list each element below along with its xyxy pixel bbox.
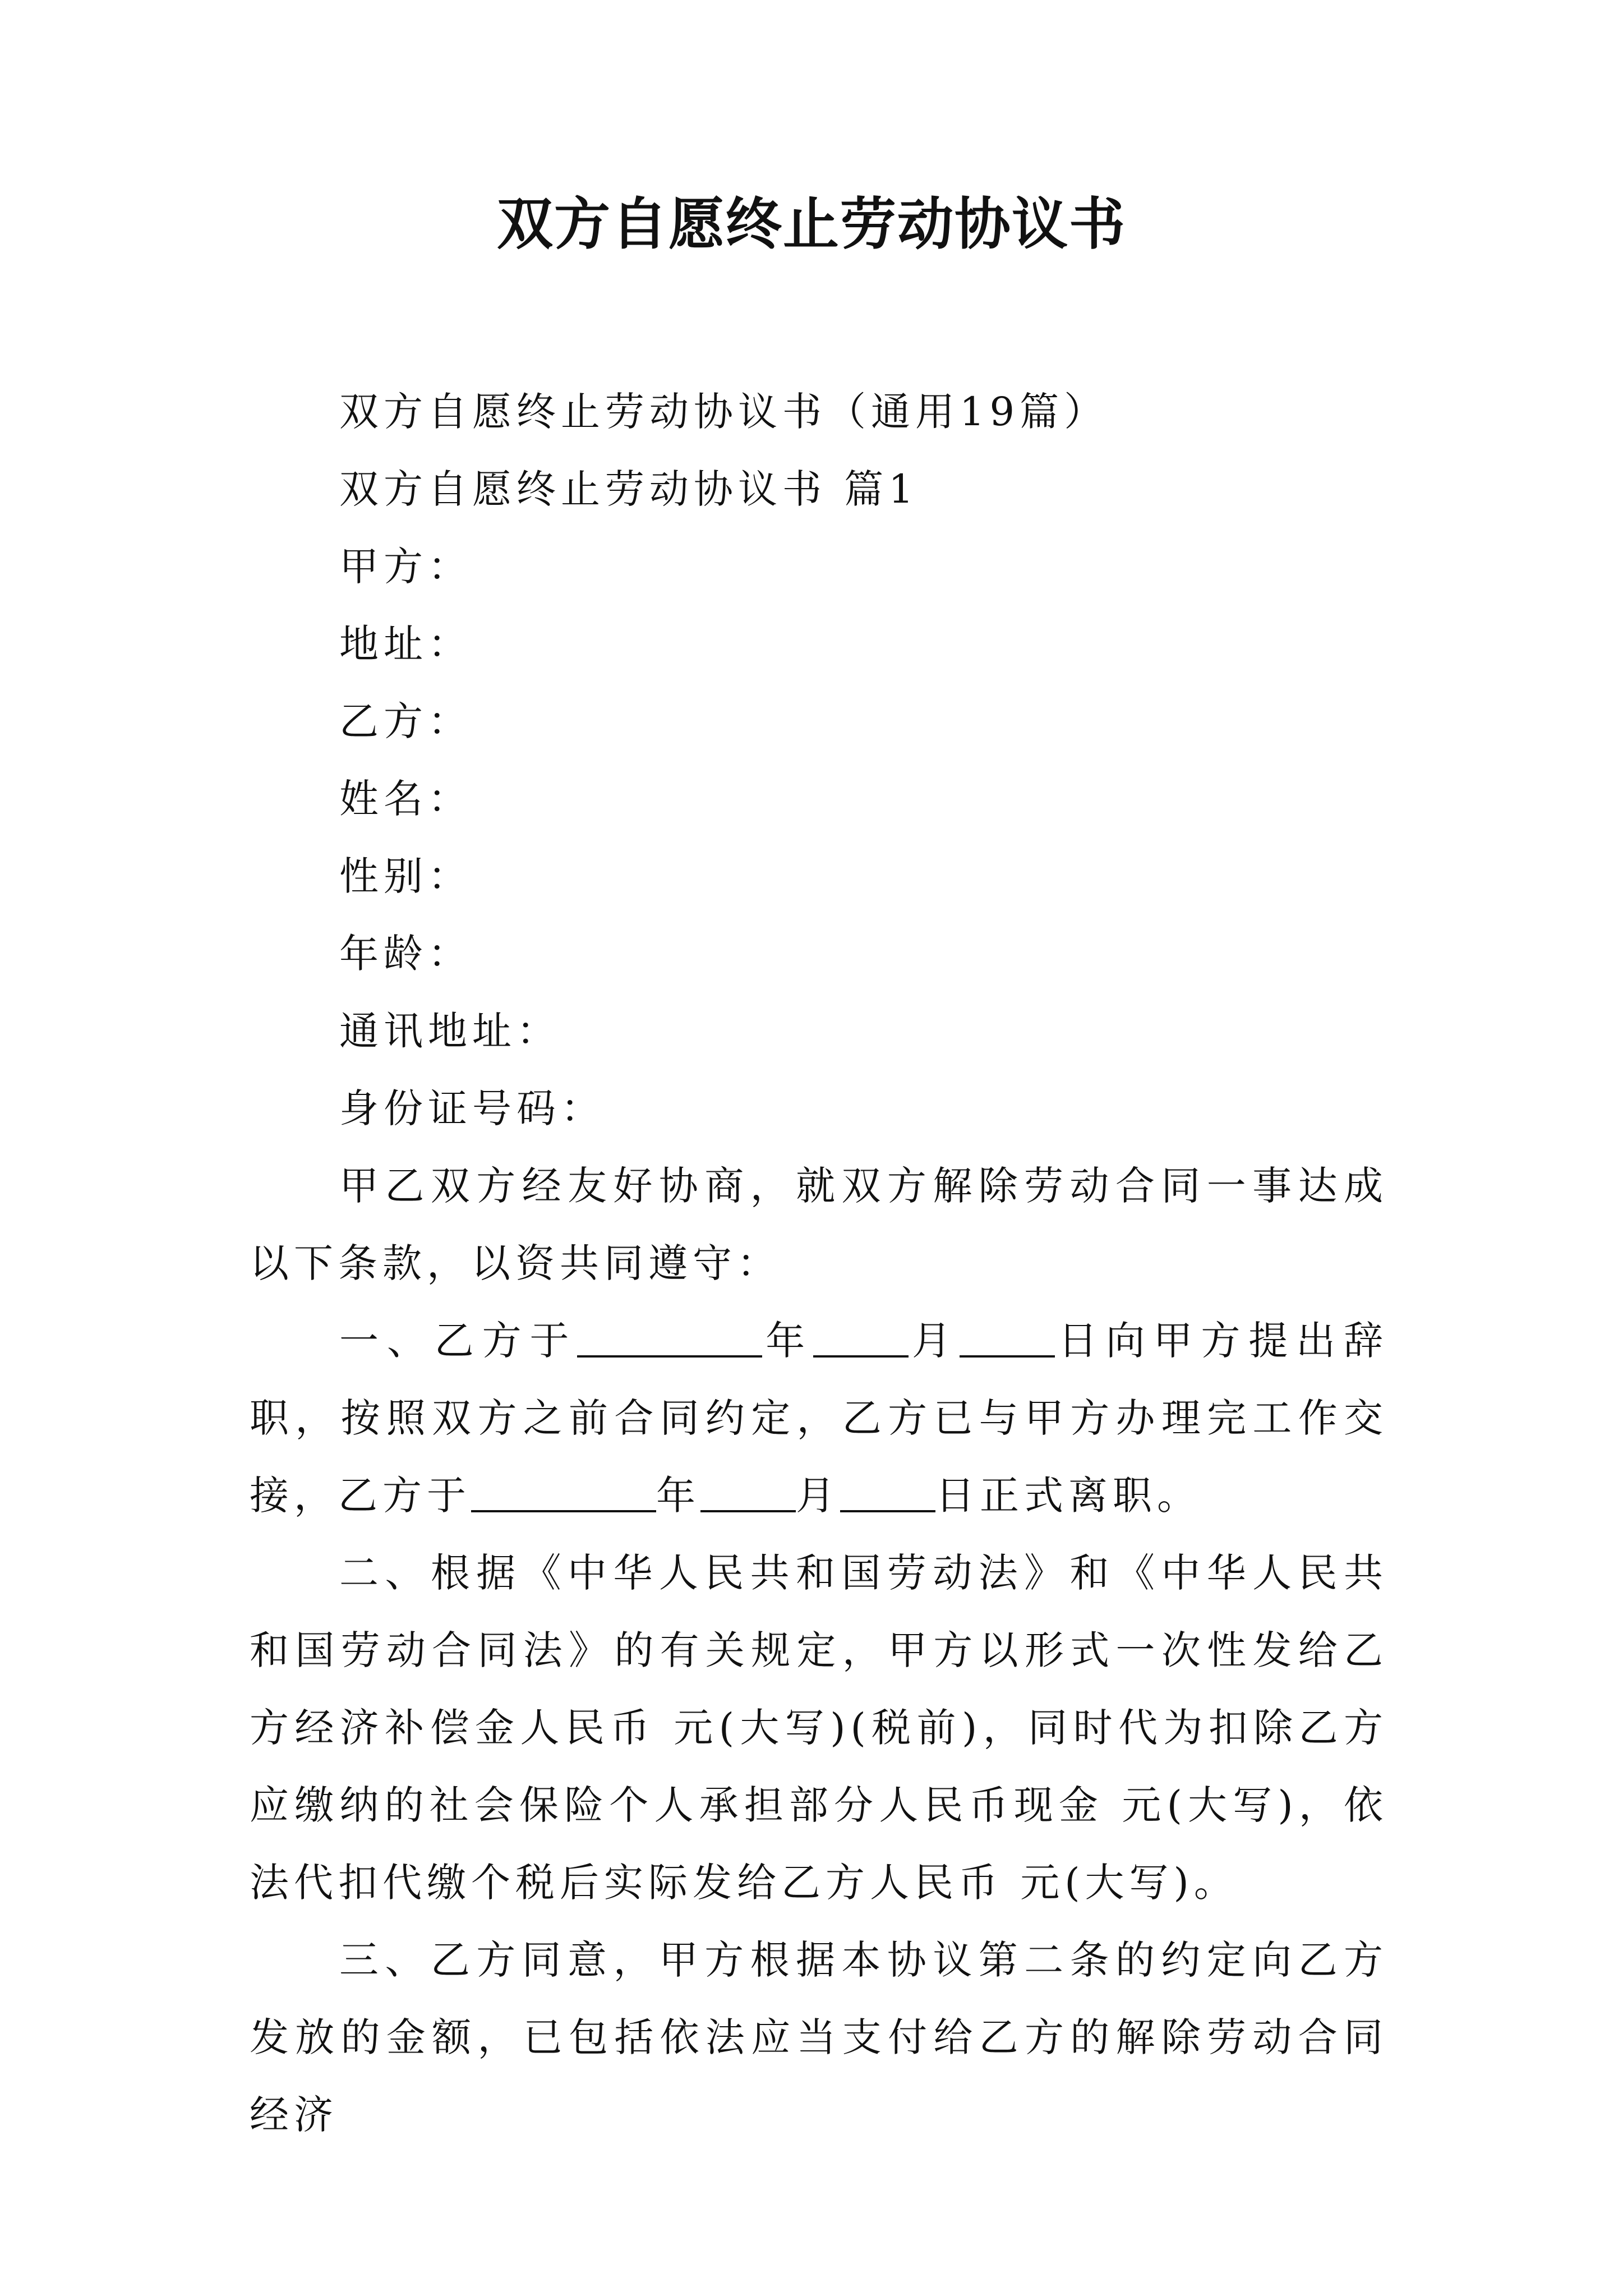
field-party-b: 乙方：	[339, 698, 472, 744]
clause-1-year: 年	[762, 1318, 814, 1364]
clause-2: 二、根据《中华人民共和国劳动法》和《中华人民共和国劳动合同法》的有关规定，甲方以形式一次性发给乙方经济补偿金人民币 元(大写)(税前)，同时代为扣除乙方应缴纳的社会保险个人承担部分人民币现金 元(大写)，依法代扣代缴个税后实际发给乙方人民币 元(大写)。	[250, 1550, 1388, 1906]
clause-3: 三、乙方同意，甲方根据本协议第二条的约定向乙方发放的金额，已包括依法应当支付给乙方的解除劳动合同经济	[250, 1937, 1388, 2138]
clause-1-text-a: 一、乙方于	[339, 1318, 578, 1364]
field-party-a: 甲方：	[339, 544, 472, 590]
blank-month-line	[700, 1471, 796, 1512]
document-subtitle: 双方自愿终止劳动协议书（通用19篇）	[339, 389, 1109, 435]
clause-1	[250, 1302, 1388, 1534]
intro-paragraph: 甲乙双方经友好协商，就双方解除劳动合同一事达成以下条款，以资共同遵守：	[250, 1163, 1388, 1286]
blank-year-line	[471, 1471, 656, 1512]
clause-1-month: 月	[909, 1318, 960, 1364]
clause-1-text-c: 日正式离职。	[935, 1473, 1201, 1519]
blank-year-line	[577, 1316, 762, 1358]
document-title: 双方自愿终止劳动协议书	[497, 191, 1126, 257]
field-id-number: 身份证号码：	[339, 1085, 605, 1131]
field-address: 地址：	[339, 621, 472, 667]
field-mailing-address: 通讯地址：	[339, 1008, 561, 1054]
section-heading: 双方自愿终止劳动协议书 篇1	[339, 466, 919, 512]
field-age: 年龄：	[339, 931, 472, 977]
clause-1-month-2: 月	[796, 1473, 840, 1519]
blank-day-line	[840, 1471, 935, 1512]
clause-1-text-b: 日向甲方提出辞职，按照双方之前合同约定，乙方已与甲方办理完工作交接，乙方于	[250, 1318, 1388, 1519]
blank-month-line	[813, 1316, 909, 1358]
field-gender: 性别：	[339, 853, 472, 899]
blank-day-line	[960, 1316, 1055, 1358]
clause-1-year-2: 年	[656, 1473, 700, 1519]
document-body	[250, 373, 1388, 2154]
field-name: 姓名：	[339, 776, 472, 822]
